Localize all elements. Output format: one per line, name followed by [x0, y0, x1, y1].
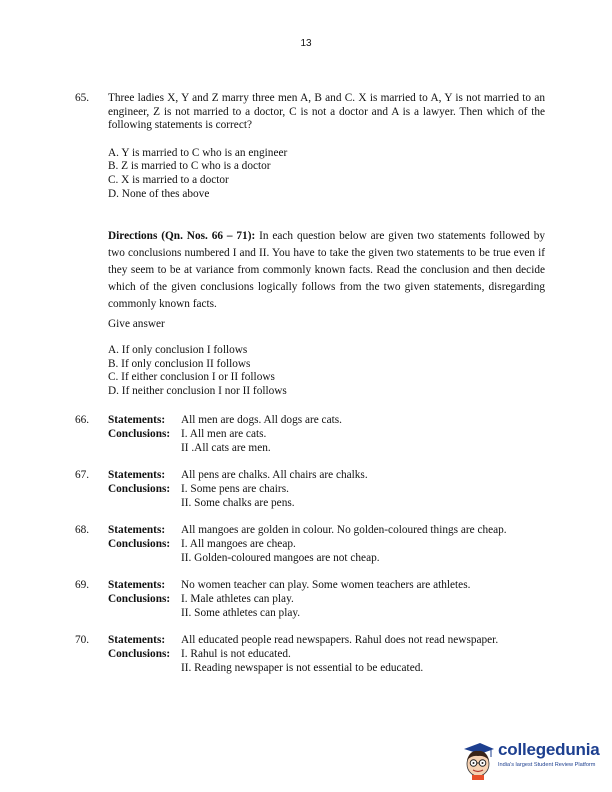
question-number: 68.	[75, 524, 90, 536]
give-answer-label: Give answer	[108, 318, 165, 330]
question-number: 66.	[75, 414, 90, 426]
statements-text: No women teacher can play. Some women teachers are athletes.	[181, 579, 471, 591]
question-number: 69.	[75, 579, 90, 591]
conclusions-label: Conclusions:	[108, 648, 171, 661]
statements-label: Statements:	[108, 414, 166, 426]
statements-label: Statements:	[108, 524, 166, 536]
conclusion-2: II .All cats are men.	[181, 442, 271, 455]
question-68	[75, 523, 555, 566]
conclusion-2: II. Some chalks are pens.	[181, 497, 295, 510]
option-list	[108, 147, 545, 201]
conclusion-1: I. Some pens are chairs.	[181, 483, 289, 496]
statements-text: All mangoes are golden in colour. No golden-coloured things are cheap.	[181, 524, 507, 536]
conclusion-2: II. Reading newspaper is not essential to be educated.	[181, 662, 424, 675]
conclusion-1: I. All men are cats.	[181, 428, 267, 441]
conclusion-1: I. Male athletes can play.	[181, 593, 294, 606]
question-70	[75, 633, 555, 676]
conclusion-2: II. Some athletes can play.	[181, 607, 301, 620]
answer-option-b: B. If only conclusion II follows	[108, 357, 251, 370]
logo-wordmark: collegedunia	[498, 740, 600, 759]
answer-options	[75, 344, 545, 398]
conclusions-label: Conclusions:	[108, 428, 171, 441]
option-c: C. X is married to a doctor	[108, 173, 229, 186]
conclusions-label: Conclusions:	[108, 593, 171, 606]
conclusion-1: I. All mangoes are cheap.	[181, 538, 296, 551]
question-65	[75, 92, 545, 201]
question-text: Three ladies X, Y and Z marry three men A, B and C. X is married to A, Y is not married to an engineer, Z is not married to a doctor, C is not a doctor and A is a lawyer. Then which of the following statements is correct?	[108, 92, 545, 132]
question-number: 67.	[75, 469, 90, 481]
mascot-icon	[460, 740, 496, 780]
option-a: A. Y is married to C who is an engineer	[108, 146, 288, 159]
answer-option-d: D. If neither conclusion I nor II follows	[108, 384, 287, 397]
answer-option-a: A. If only conclusion I follows	[108, 344, 248, 356]
answer-option-c: C. If either conclusion I or II follows	[108, 371, 275, 384]
question-number: 65.	[75, 92, 90, 104]
collegedunia-logo[interactable]	[460, 740, 610, 780]
statements-label: Statements:	[108, 469, 166, 481]
option-b: B. Z is married to C who is a doctor	[108, 160, 271, 173]
statements-label: Statements:	[108, 579, 166, 591]
conclusion-1: I. Rahul is not educated.	[181, 648, 291, 661]
conclusion-2: II. Golden-coloured mangoes are not cheap.	[181, 552, 380, 565]
statements-text: All pens are chalks. All chairs are chalks.	[181, 469, 368, 481]
page-number: 13	[300, 38, 312, 49]
statements-label: Statements:	[108, 634, 166, 646]
statements-text: All men are dogs. All dogs are cats.	[181, 414, 342, 426]
logo-tagline: India's largest Student Review Platform	[498, 762, 596, 768]
question-69	[75, 578, 555, 621]
conclusions-label: Conclusions:	[108, 538, 171, 551]
question-67	[75, 468, 555, 511]
directions-text: In each question below are given two statements followed by two conclusions numbered I and II. You have to take the given two statements to be true even if they seem to be at variance from commonly known facts. Read the conclusion and then decide which of the given conclusions logically follows from the two given statements, disregarding commonly known facts.	[108, 230, 545, 310]
directions-heading: Directions (Qn. Nos. 66 – 71):	[108, 230, 256, 242]
conclusions-label: Conclusions:	[108, 483, 171, 496]
statements-text: All educated people read newspapers. Rahul does not read newspaper.	[181, 634, 499, 646]
directions-block	[108, 228, 545, 313]
question-number: 70.	[75, 634, 90, 646]
option-d: D. None of thes above	[108, 187, 210, 200]
question-66	[75, 413, 555, 456]
